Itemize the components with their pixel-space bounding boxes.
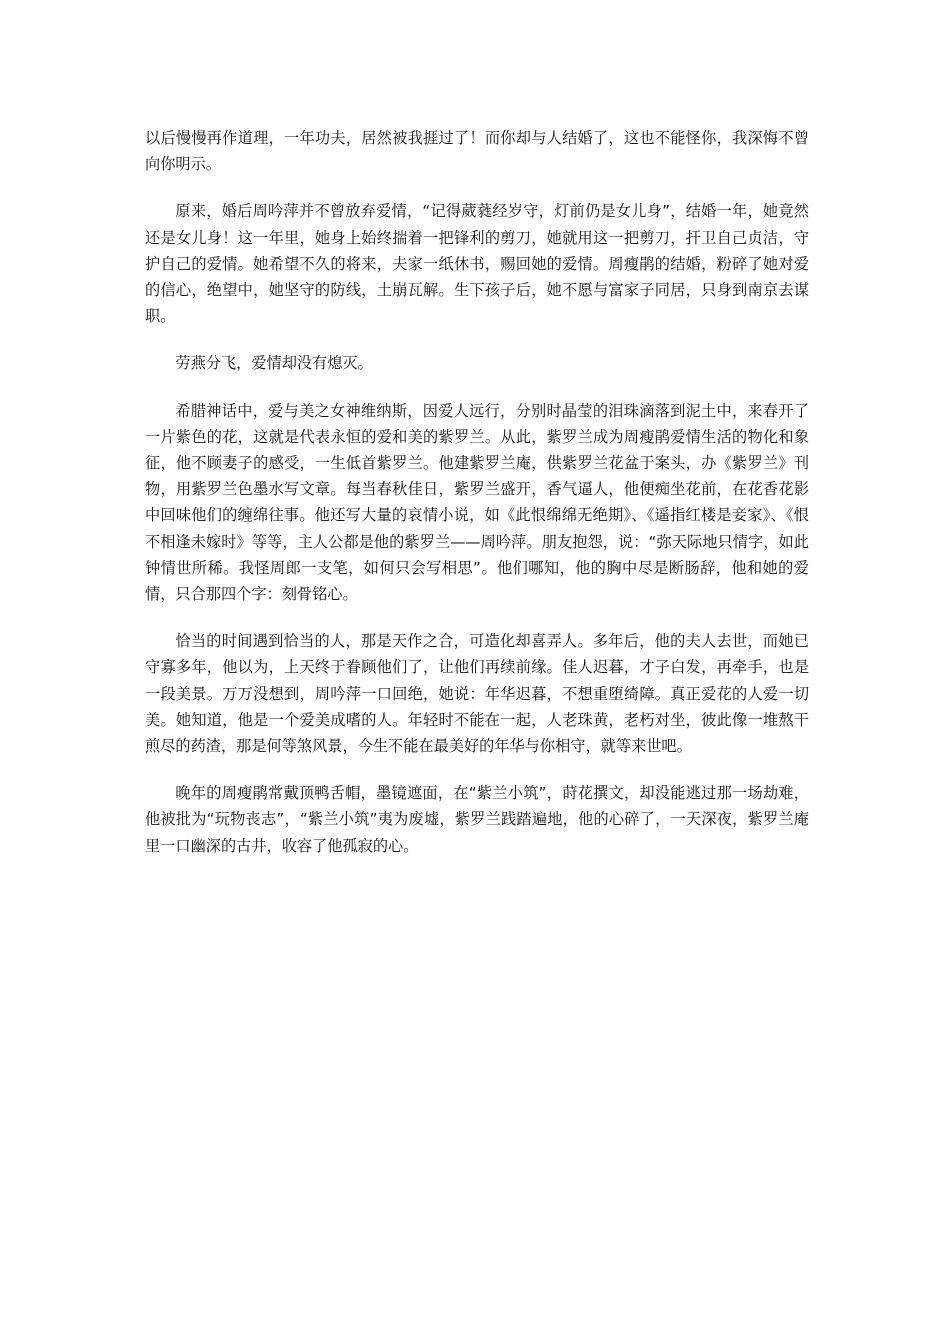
paragraph-5: 恰当的时间遇到恰当的人，那是天作之合，可造化却喜弄人。多年后，他的夫人去世，而她已守寡多年，他以为，上天终于眷顾他们了，让他们再续前缘。佳人迟暮，才子白发，再牵手，也是一段美景。万万没想到，周吟萍一口回绝，她说：年华迟暮，不想重堕绮障。真正爱花的人爱一切美。她知道，他是一个爱美成嗜的人。年轻时不能在一起，人老珠黄，老朽对坐，彼此像一堆熬干煎尽的药渣，那是何等煞风景，今生不能在最美好的年华与你相守，就等来世吧。 (145, 632, 809, 756)
document-page (145, 125, 809, 880)
paragraph-1: 以后慢慢再作道理，一年功夫，居然被我捱过了！而你却与人结婚了，这也不能怪你，我深悔不曾向你明示。 (145, 129, 809, 174)
paragraph-4: 希腊神话中，爱与美之女神维纳斯，因爱人远行，分别时晶莹的泪珠滴落到泥土中，来春开了一片紫色的花，这就是代表永恒的爱和美的紫罗兰。从此，紫罗兰成为周瘦鹃爱情生活的物化和象征，他不顾妻子的感受，一生低首紫罗兰。他建紫罗兰庵，供紫罗兰花盆于案头，办《紫罗兰》刊物，用紫罗兰色墨水写文章。每当春秋佳日，紫罗兰盛开，香气逼人，他便痴坐花前，在花香花影中回味他们的缠绵往事。他还写大量的哀情小说，如《此恨绵绵无绝期》、《遥指红楼是妾家》、《恨不相逢未嫁时》等等，主人公都是他的紫罗兰——周吟萍。朋友抱怨，说：“弥天际地只情字，如此钟情世所稀。我怪周郎一支笔，如何只会写相思”。他们哪知，他的胸中尽是断肠辞，他和她的爱情，只合那四个字：刻骨铭心。 (145, 401, 809, 604)
paragraph-2: 原来，婚后周吟萍并不曾放弃爱情，“记得葳蕤经岁守，灯前仍是女儿身”，结婚一年，她竟然还是女儿身！这一年里，她身上始终揣着一把锋利的剪刀，她就用这一把剪刀，扞卫自己贞洁，守护自己的爱情。她希望不久的将来，夫家一纸休书，赐回她的爱情。周瘦鹃的结婚，粉碎了她对爱的信心，绝望中，她坚守的防线，土崩瓦解。生下孩子后，她不愿与富家子同居，只身到南京去谋职。 (145, 202, 809, 326)
paragraph-6: 晚年的周瘦鹃常戴顶鸭舌帽，墨镜遮面，在“紫兰小筑”，莳花撰文，却没能逃过那一场劫难，他被批为“玩物丧志”，“紫兰小筑”夷为废墟，紫罗兰践踏遍地，他的心碎了，一天深夜，紫罗兰庵里一口幽深的古井，收容了他孤寂的心。 (145, 784, 809, 855)
paragraph-3: 劳燕分飞，爱情却没有熄灭。 (175, 354, 373, 373)
